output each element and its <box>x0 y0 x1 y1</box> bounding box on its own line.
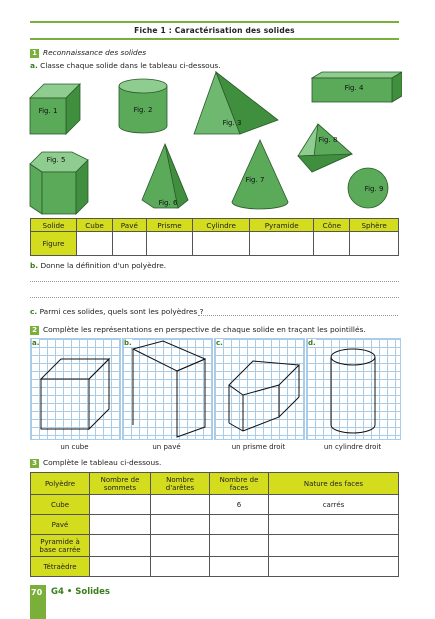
grid-letter: b. <box>124 339 132 347</box>
grid-prism[interactable] <box>214 338 305 440</box>
row-label: Pyramide à base carrée <box>31 535 90 557</box>
page-title: Fiche 1 : Caractérisation des solides <box>30 21 399 40</box>
row-label: Cube <box>31 495 90 515</box>
table-row <box>31 495 399 515</box>
section-2-heading <box>30 325 366 335</box>
answer-cell[interactable] <box>151 535 210 557</box>
answer-cell[interactable] <box>113 232 146 256</box>
answer-cell[interactable] <box>269 515 399 535</box>
table-header: Nature des faces <box>269 473 399 495</box>
cylinder-drawing <box>307 339 400 439</box>
fig-label: Fig. 3 <box>222 119 242 127</box>
question-b <box>30 261 166 270</box>
grid-caption: un prisme droit <box>231 443 286 451</box>
page-number: 70 <box>31 588 43 597</box>
solids-illustration <box>22 68 402 216</box>
hexagonal-pyramid-figure <box>142 144 188 208</box>
table-row <box>31 535 399 557</box>
question-c <box>30 307 204 316</box>
cone-figure <box>232 140 288 209</box>
answer-cell[interactable]: carrés <box>269 495 399 515</box>
section-title: Reconnaissance des solides <box>43 48 147 57</box>
answer-cell[interactable] <box>314 232 350 256</box>
answer-cell[interactable]: 6 <box>210 495 269 515</box>
pave-drawing <box>123 339 212 439</box>
table-header: Cylindre <box>193 219 250 232</box>
answer-line[interactable] <box>30 281 399 282</box>
grid-caption: un cube <box>60 443 89 451</box>
fig-label: Fig. 7 <box>245 176 265 184</box>
answer-cell[interactable] <box>151 495 210 515</box>
hexagonal-prism-figure <box>30 152 88 214</box>
fig-label: Fig. 8 <box>318 136 338 144</box>
row-label: Pavé <box>31 515 90 535</box>
grid-pave[interactable] <box>122 338 213 440</box>
answer-line[interactable] <box>198 315 398 316</box>
answer-cell[interactable] <box>210 535 269 557</box>
tetrahedron-figure <box>298 124 352 172</box>
table-header: Solide <box>31 219 77 232</box>
section-number: 1 <box>30 49 39 58</box>
box-figure <box>312 72 402 102</box>
answer-cell[interactable] <box>90 515 151 535</box>
section-1-heading <box>30 48 146 58</box>
table-header: Sphère <box>350 219 399 232</box>
table-header: Pavé <box>113 219 146 232</box>
pyramid-figure <box>194 72 278 134</box>
answer-cell[interactable] <box>151 557 210 577</box>
answer-cell[interactable] <box>90 535 151 557</box>
table-header: Cube <box>77 219 113 232</box>
answer-cell[interactable] <box>77 232 113 256</box>
fig-label: Fig. 6 <box>158 199 178 207</box>
grid-caption: un cylindre droit <box>323 443 382 451</box>
answer-cell[interactable] <box>249 232 314 256</box>
grid-caption: un pavé <box>152 443 181 451</box>
row-label: Tétraèdre <box>31 557 90 577</box>
answer-cell[interactable] <box>350 232 399 256</box>
question-letter: a. <box>30 61 38 70</box>
answer-cell[interactable] <box>269 535 399 557</box>
fig-label: Fig. 1 <box>38 107 58 115</box>
table-row <box>31 515 399 535</box>
question-text: Parmi ces solides, quels sont les polyèdres ? <box>39 307 204 316</box>
grid-letter: d. <box>308 339 316 347</box>
answer-cell[interactable] <box>151 515 210 535</box>
answer-cell[interactable] <box>193 232 250 256</box>
grid-letter: c. <box>216 339 223 347</box>
table-header: Cône <box>314 219 350 232</box>
answer-cell[interactable] <box>210 515 269 535</box>
answer-cell[interactable] <box>146 232 193 256</box>
section-text: Complète les représentations en perspective de chaque solide en traçant les pointillés. <box>43 325 366 334</box>
classification-table <box>30 218 399 256</box>
cube-figure <box>30 84 80 134</box>
question-text: Classe chaque solide dans le tableau ci-dessous. <box>40 61 221 70</box>
answer-cell[interactable] <box>269 557 399 577</box>
grid-cube[interactable] <box>30 338 121 440</box>
answer-cell[interactable] <box>210 557 269 577</box>
answer-cell[interactable] <box>90 557 151 577</box>
answer-cell[interactable] <box>90 495 151 515</box>
prism-drawing <box>215 339 304 439</box>
fig-label: Fig. 4 <box>344 84 364 92</box>
table-header: Nombre de faces <box>210 473 269 495</box>
answer-line[interactable] <box>30 297 399 298</box>
fig-label: Fig. 9 <box>364 185 384 193</box>
table-header: Polyèdre <box>31 473 90 495</box>
chapter-title: G4 • Solides <box>51 587 110 597</box>
fig-label: Fig. 5 <box>46 156 66 164</box>
table-header: Nombre d'arêtes <box>151 473 210 495</box>
section-text: Complète le tableau ci-dessous. <box>43 458 162 467</box>
section-3-heading <box>30 458 161 468</box>
section-number: 3 <box>30 459 39 468</box>
sphere-figure <box>348 168 388 208</box>
question-letter: b. <box>30 261 39 270</box>
table-header: Prisme <box>146 219 193 232</box>
cylinder-figure <box>119 79 167 133</box>
table-header: Pyramide <box>249 219 314 232</box>
fig-label: Fig. 2 <box>133 106 153 114</box>
row-label: Figure <box>31 232 77 256</box>
cube-drawing <box>31 339 120 439</box>
question-letter: c. <box>30 307 38 316</box>
table-row <box>31 557 399 577</box>
section-number: 2 <box>30 326 39 335</box>
question-text: Donne la définition d'un polyèdre. <box>40 261 167 270</box>
table-header: Nombre de sommets <box>90 473 151 495</box>
grid-cylinder[interactable] <box>306 338 401 440</box>
polyhedra-table <box>30 472 399 577</box>
grid-letter: a. <box>32 339 40 347</box>
